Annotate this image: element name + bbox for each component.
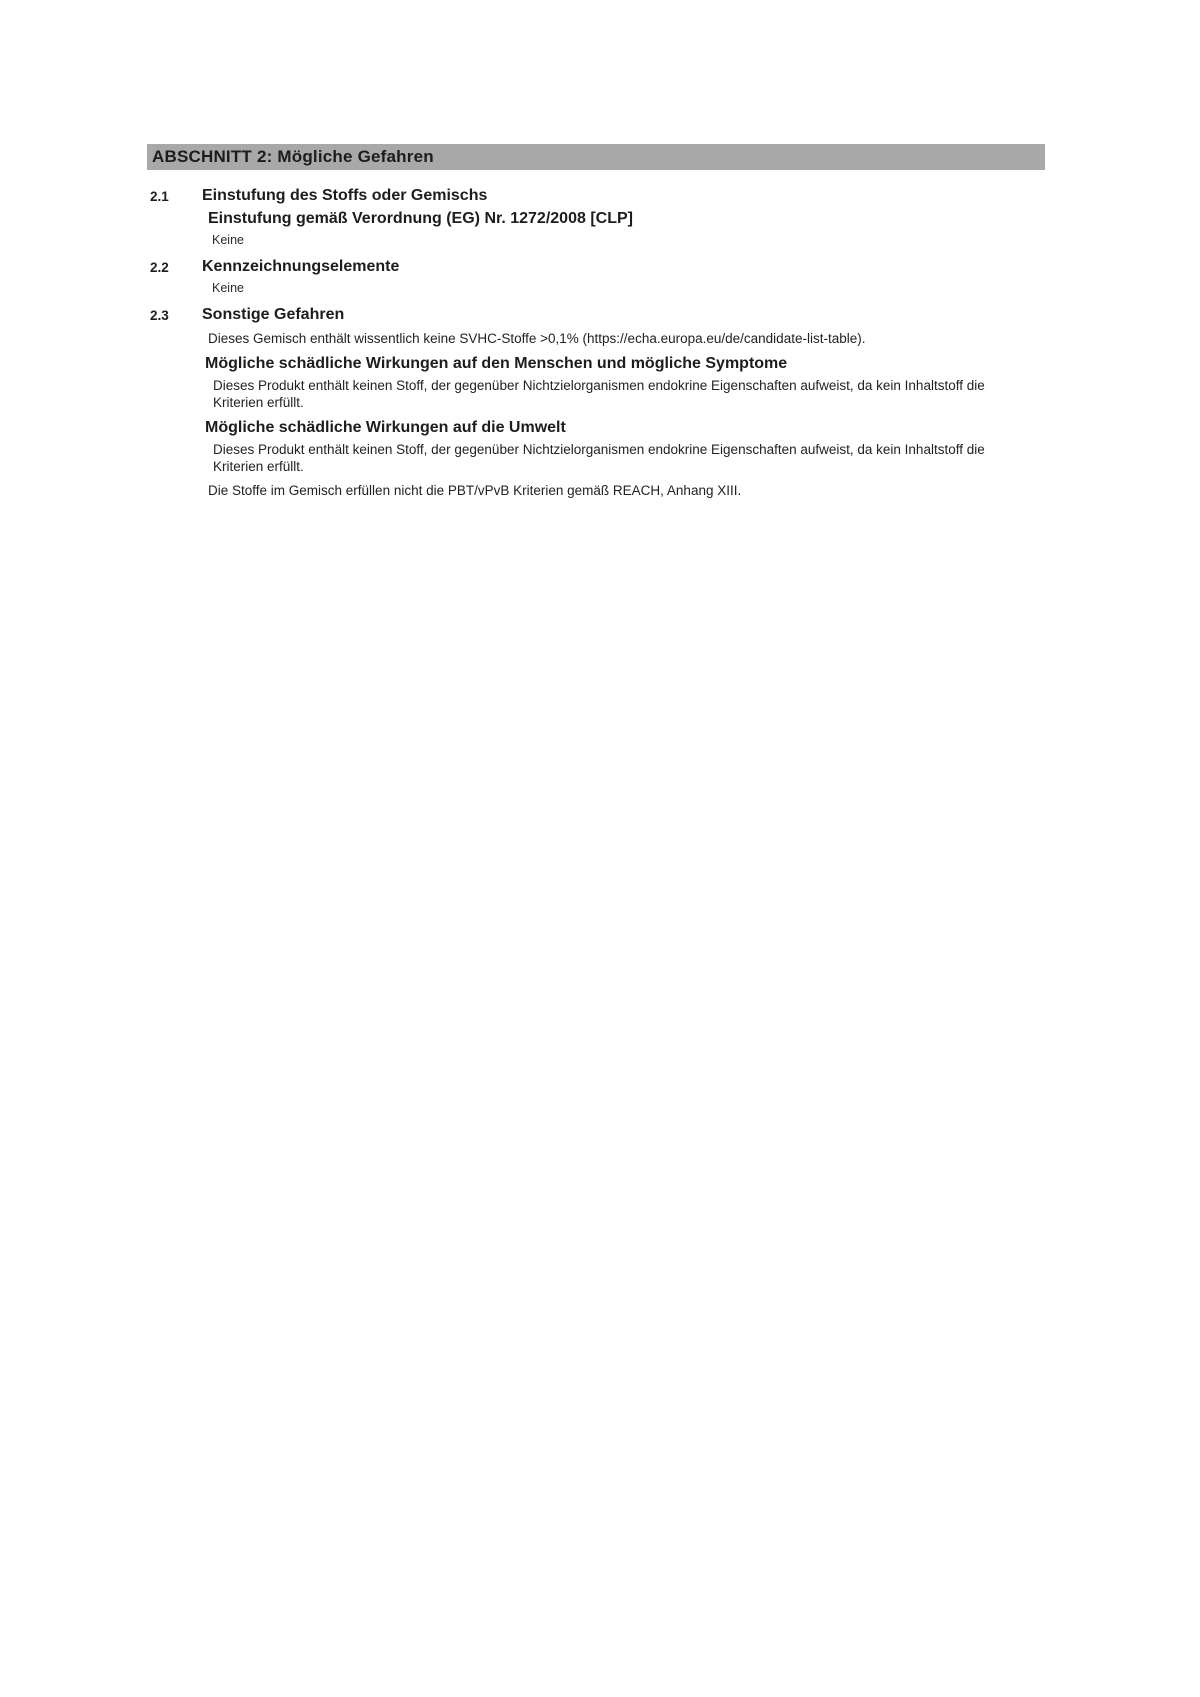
svhc-note: Dieses Gemisch enthält wissentlich keine SVHC-Stoffe >0,1% (https://echa.europa.eu/de/candidate-list-table). <box>208 331 866 346</box>
section-2-1-title: Einstufung des Stoffs oder Gemischs <box>202 187 488 204</box>
section-2-3-title: Sonstige Gefahren <box>202 306 345 323</box>
human-effects-heading: Mögliche schädliche Wirkungen auf den Menschen und mögliche Symptome <box>205 355 788 372</box>
environment-effects-body: Dieses Produkt enthält keinen Stoff, der gegenüber Nichtzielorganismen endokrine Eigenschaften aufweist, da kein Inhaltstoff die Kriterien erfüllt. <box>213 442 985 474</box>
section-header-bar: ABSCHNITT 2: Mögliche Gefahren <box>147 144 1045 170</box>
section-2-1 <box>150 186 1045 248</box>
section-2-3 <box>150 305 1045 499</box>
section-2-1-body <box>202 186 1045 248</box>
pbt-vpvb-note: Die Stoffe im Gemisch erfüllen nicht die PBT/vPvB Kriterien gemäß REACH, Anhang XIII. <box>208 483 742 498</box>
labelling-value: Keine <box>212 281 244 295</box>
section-list <box>147 186 1045 499</box>
human-effects-body: Dieses Produkt enthält keinen Stoff, der gegenüber Nichtzielorganismen endokrine Eigenschaften aufweist, da kein Inhaltstoff die Kriterien erfüllt. <box>213 378 985 410</box>
clp-classification-heading: Einstufung gemäß Verordnung (EG) Nr. 1272/2008 [CLP] <box>208 210 633 227</box>
section-2-2-body <box>202 257 1045 296</box>
section-2-2-title: Kennzeichnungselemente <box>202 258 400 275</box>
section-2-2 <box>150 257 1045 296</box>
section-2-content <box>147 144 1045 508</box>
section-2-3-body <box>202 305 1045 499</box>
section-number-2-1: 2.1 <box>150 189 169 204</box>
classification-value: Keine <box>212 233 244 247</box>
environment-effects-heading: Mögliche schädliche Wirkungen auf die Umwelt <box>205 419 566 436</box>
section-number-2-3: 2.3 <box>150 308 169 323</box>
section-number-2-2: 2.2 <box>150 260 169 275</box>
